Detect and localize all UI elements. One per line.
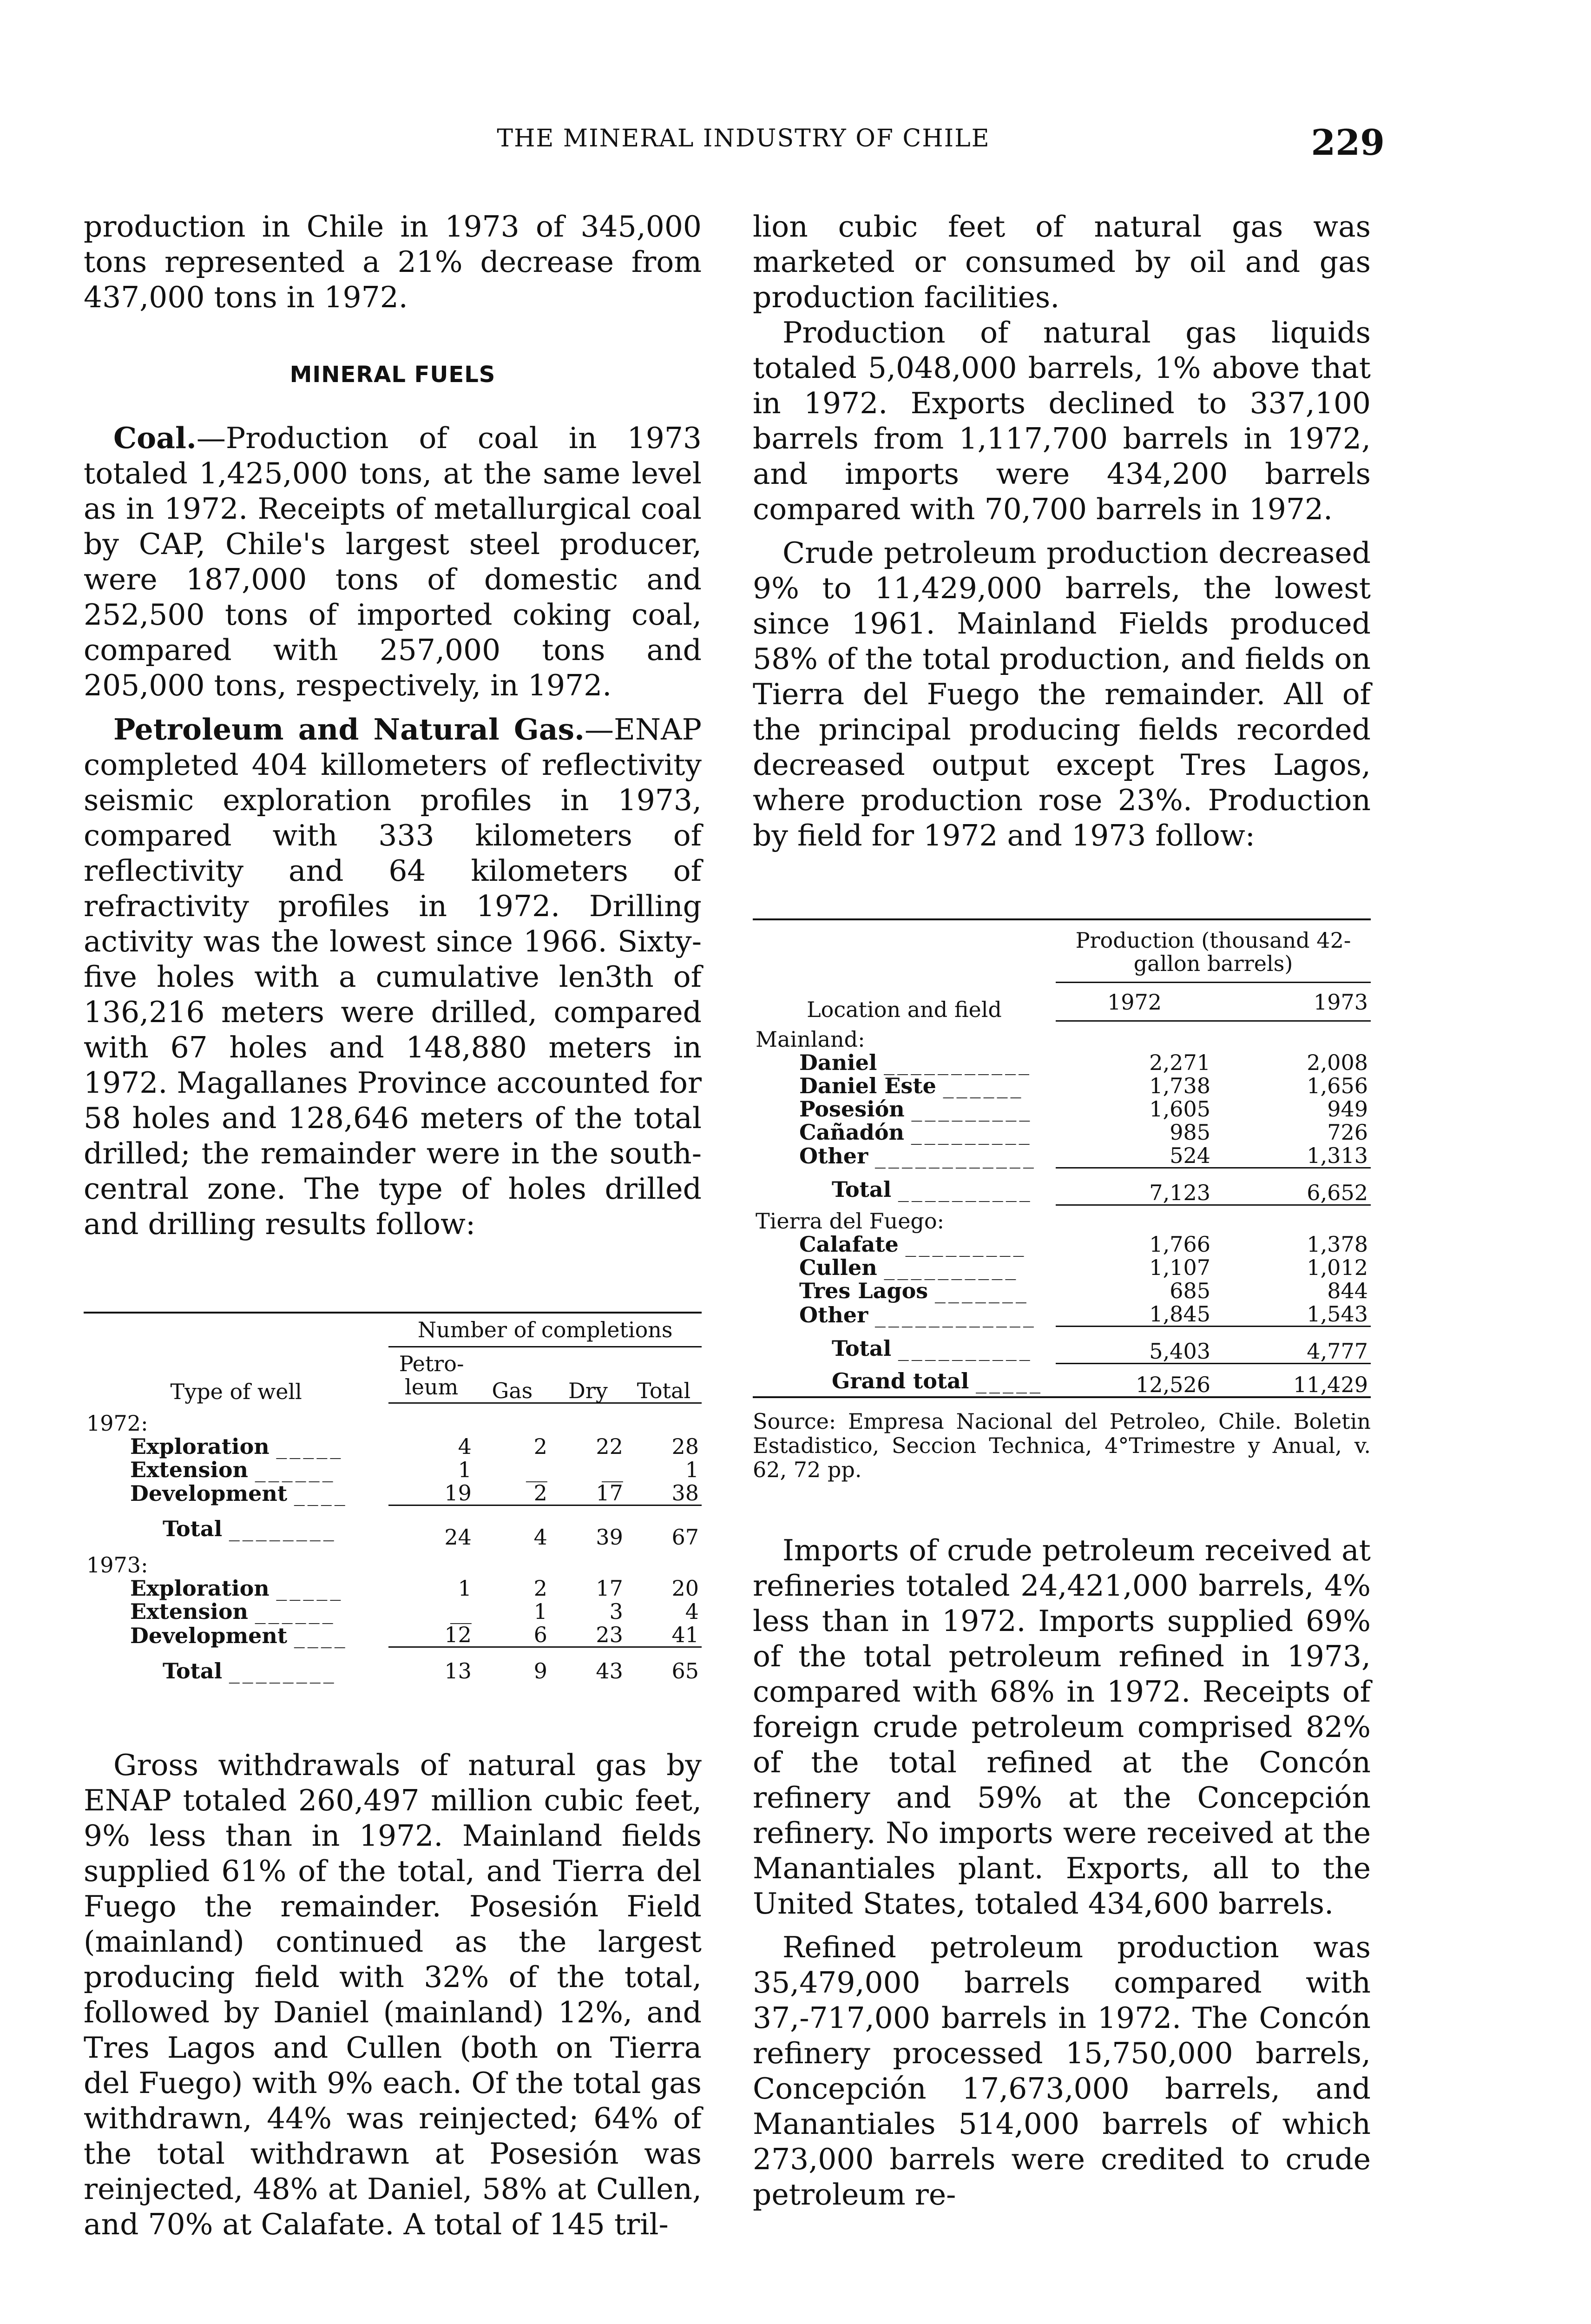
table-source-note: Source: Empresa Nacional del Petroleo, Chile. Boletin Estadistico, Seccion Technica, 4°Trimestre y Anual, v. 62, 72 pp.	[753, 1408, 1371, 1482]
grand-total-row: Grand total _____ 12,526 11,429	[753, 1364, 1371, 1397]
production-table	[753, 918, 1371, 1398]
table-row: Extension ______ __ 1 3 4	[130, 1599, 699, 1624]
total-row-1972: Total ________ 24 4 39 67	[163, 1516, 699, 1550]
group-label-mainland: Mainland:	[756, 1026, 865, 1052]
table-row: Development ____ 19 2 17 38	[84, 1481, 702, 1505]
table-row: Other ____________ 1,845 1,543	[753, 1302, 1371, 1327]
table-row: Calafate _________ 1,766 1,378	[799, 1232, 1368, 1257]
table-row: Development ____ 12 6 23 41	[84, 1623, 702, 1647]
total-row-1973: Total ________ 13 9 43 65	[163, 1658, 699, 1684]
table-row: Posesión _________ 1,605 949	[799, 1096, 1368, 1122]
group-label-tierra-del-fuego: Tierra del Fuego:	[756, 1208, 945, 1234]
page-number: 229	[1311, 122, 1385, 163]
col-group-production: Production (thousand 42-gallon barrels)	[1056, 919, 1371, 983]
col-type-of-well: Type of well	[84, 1313, 388, 1403]
paragraph-petroleum	[84, 712, 702, 1242]
total-row-tierra-del-fuego: Total __________ 5,403 4,777	[753, 1327, 1371, 1364]
paragraph-crude-imports: Imports of crude petroleum received at refineries totaled 24,421,000 barrels, 4% less than in 1972. Imports supplied 69% of the total petroleum refined in 1973, compared with 68% in 1972. Receipts of foreign crude petroleum comprised 82% of the total refined at the Concón refinery and 59% at the Concepción refinery. No imports were received at the Manantiales plant. Exports, all to the United States, totaled 434,600 barrels.	[753, 1533, 1371, 1921]
production-header-row-1	[753, 919, 1371, 983]
table-row: Cañadón _________ 985 726	[799, 1119, 1368, 1145]
petroleum-text: —ENAP completed 404 killometers of reflectivity seismic exploration profiles in 1973, compared with 333 kilometers of reflectivity and 64 kilometers of refractivity profiles in 1972. Drilling activity was the lowest since 1966. Sixty-five holes with a cumulative len3th of 136,216 meters were drilled, compared with 67 holes and 148,880 meters in 1972. Magallanes Province accounted for 58 holes and 128,646 meters of the total drilled; the remainder were in the south-central zone. The type of holes drilled and drilling results follow:	[84, 713, 702, 1241]
paragraph-refined-production: Refined petroleum production was 35,479,000 barrels compared with 37,-717,000 barrels in 1972. The Concón refinery processed 15,750,000 barrels, Concepción 17,673,000 barrels, and Manantiales 514,000 barrels of which 273,000 barrels were credited to crude petroleum re-	[753, 1930, 1371, 2212]
group-label-1973: 1973:	[86, 1552, 148, 1578]
running-head: THE MINERAL INDUSTRY OF CHILE	[497, 125, 990, 152]
col-1972: 1972	[1056, 983, 1213, 1021]
paragraph-gross-withdrawals: Gross withdrawals of natural gas by ENAP totaled 260,497 million cubic feet, 9% less than in 1972. Mainland fields supplied 61% of the total, and Tierra del Fuego the remainder. Posesión Field (mainland) continued as the largest producing field with 32% of the total, followed by Daniel (mainland) 12%, and Tres Lagos and Cullen (both on Tierra del Fuego) with 9% each. Of the total gas withdrawn, 44% was reinjected; 64% of the total withdrawn at Posesión was reinjected, 48% at Daniel, 58% at Cullen, and 70% at Calafate. A total of 145 tril-	[84, 1748, 702, 2241]
col-dry: Dry	[550, 1347, 626, 1403]
coal-text: —Production of coal in 1973 totaled 1,425,000 tons, at the same level as in 1972. Receipts of metallurgical coal by CAP, Chile's largest steel producer, were 187,000 tons of domestic and 252,500 tons of imported coking coal, compared with 257,000 tons and 205,000 tons, respectively, in 1972.	[84, 421, 702, 702]
col-1973: 1973	[1213, 983, 1371, 1021]
total-row-mainland: Total __________ 7,123 6,652	[753, 1168, 1371, 1205]
petroleum-run-in-heading: Petroleum and Natural Gas.	[113, 712, 585, 746]
col-petroleum: Petro- leum	[388, 1347, 474, 1403]
table-row: Cullen __________ 1,107 1,012	[799, 1255, 1368, 1280]
table-row: Extension ______ 1 __ __ 1	[130, 1457, 699, 1482]
left-column	[84, 209, 702, 2242]
col-total: Total	[626, 1347, 702, 1403]
table-row: Daniel Este ______ 1,738 1,656	[799, 1073, 1368, 1098]
section-heading-mineral-fuels: MINERAL FUELS	[289, 362, 496, 388]
wells-table-wrapper	[84, 1312, 702, 1683]
col-group-completions: Number of completions	[388, 1313, 702, 1347]
wells-table	[84, 1312, 702, 1683]
paragraph-crude-production: Crude petroleum production decreased 9% to 11,429,000 barrels, the lowest since 1961. Mainland Fields produced 58% of the total production, and fields on Tierra del Fuego the remainder. All of the principal producing fields recorded decreased output except Tres Lagos, where production rose 23%. Production by field for 1972 and 1973 follow:	[753, 536, 1371, 852]
col-gas: Gas	[474, 1347, 550, 1403]
right-column	[753, 209, 1371, 2212]
paragraph-natural-gas-liquids: Production of natural gas liquids totaled 5,048,000 barrels, 1% above that in 1972. Exports declined to 337,100 barrels from 1,117,700 barrels in 1972, and imports were 434,200 barrels compared with 70,700 barrels in 1972.	[753, 316, 1371, 526]
wells-header-row-1	[84, 1313, 702, 1347]
table-row: Other ____________ 524 1,313	[753, 1144, 1371, 1168]
group-label-1972: 1972:	[86, 1410, 148, 1436]
production-table-wrapper	[753, 918, 1371, 1482]
table-row: Exploration _____ 1 2 17 20	[130, 1576, 699, 1601]
table-row: Tres Lagos _______ 685 844	[799, 1278, 1368, 1303]
table-row: Daniel ___________ 2,271 2,008	[799, 1050, 1368, 1075]
paragraph-intro: production in Chile in 1973 of 345,000 tons represented a 21% decrease from 437,000 tons in 1972.	[84, 210, 702, 314]
coal-run-in-heading: Coal.	[113, 421, 197, 455]
paragraph-continuation: lion cubic feet of natural gas was marketed or consumed by oil and gas production facilities.	[753, 210, 1371, 314]
paragraph-coal	[84, 420, 702, 703]
table-row: Exploration _____ 4 2 22 28	[130, 1433, 699, 1459]
col-location-field: Location and field	[753, 919, 1056, 1021]
